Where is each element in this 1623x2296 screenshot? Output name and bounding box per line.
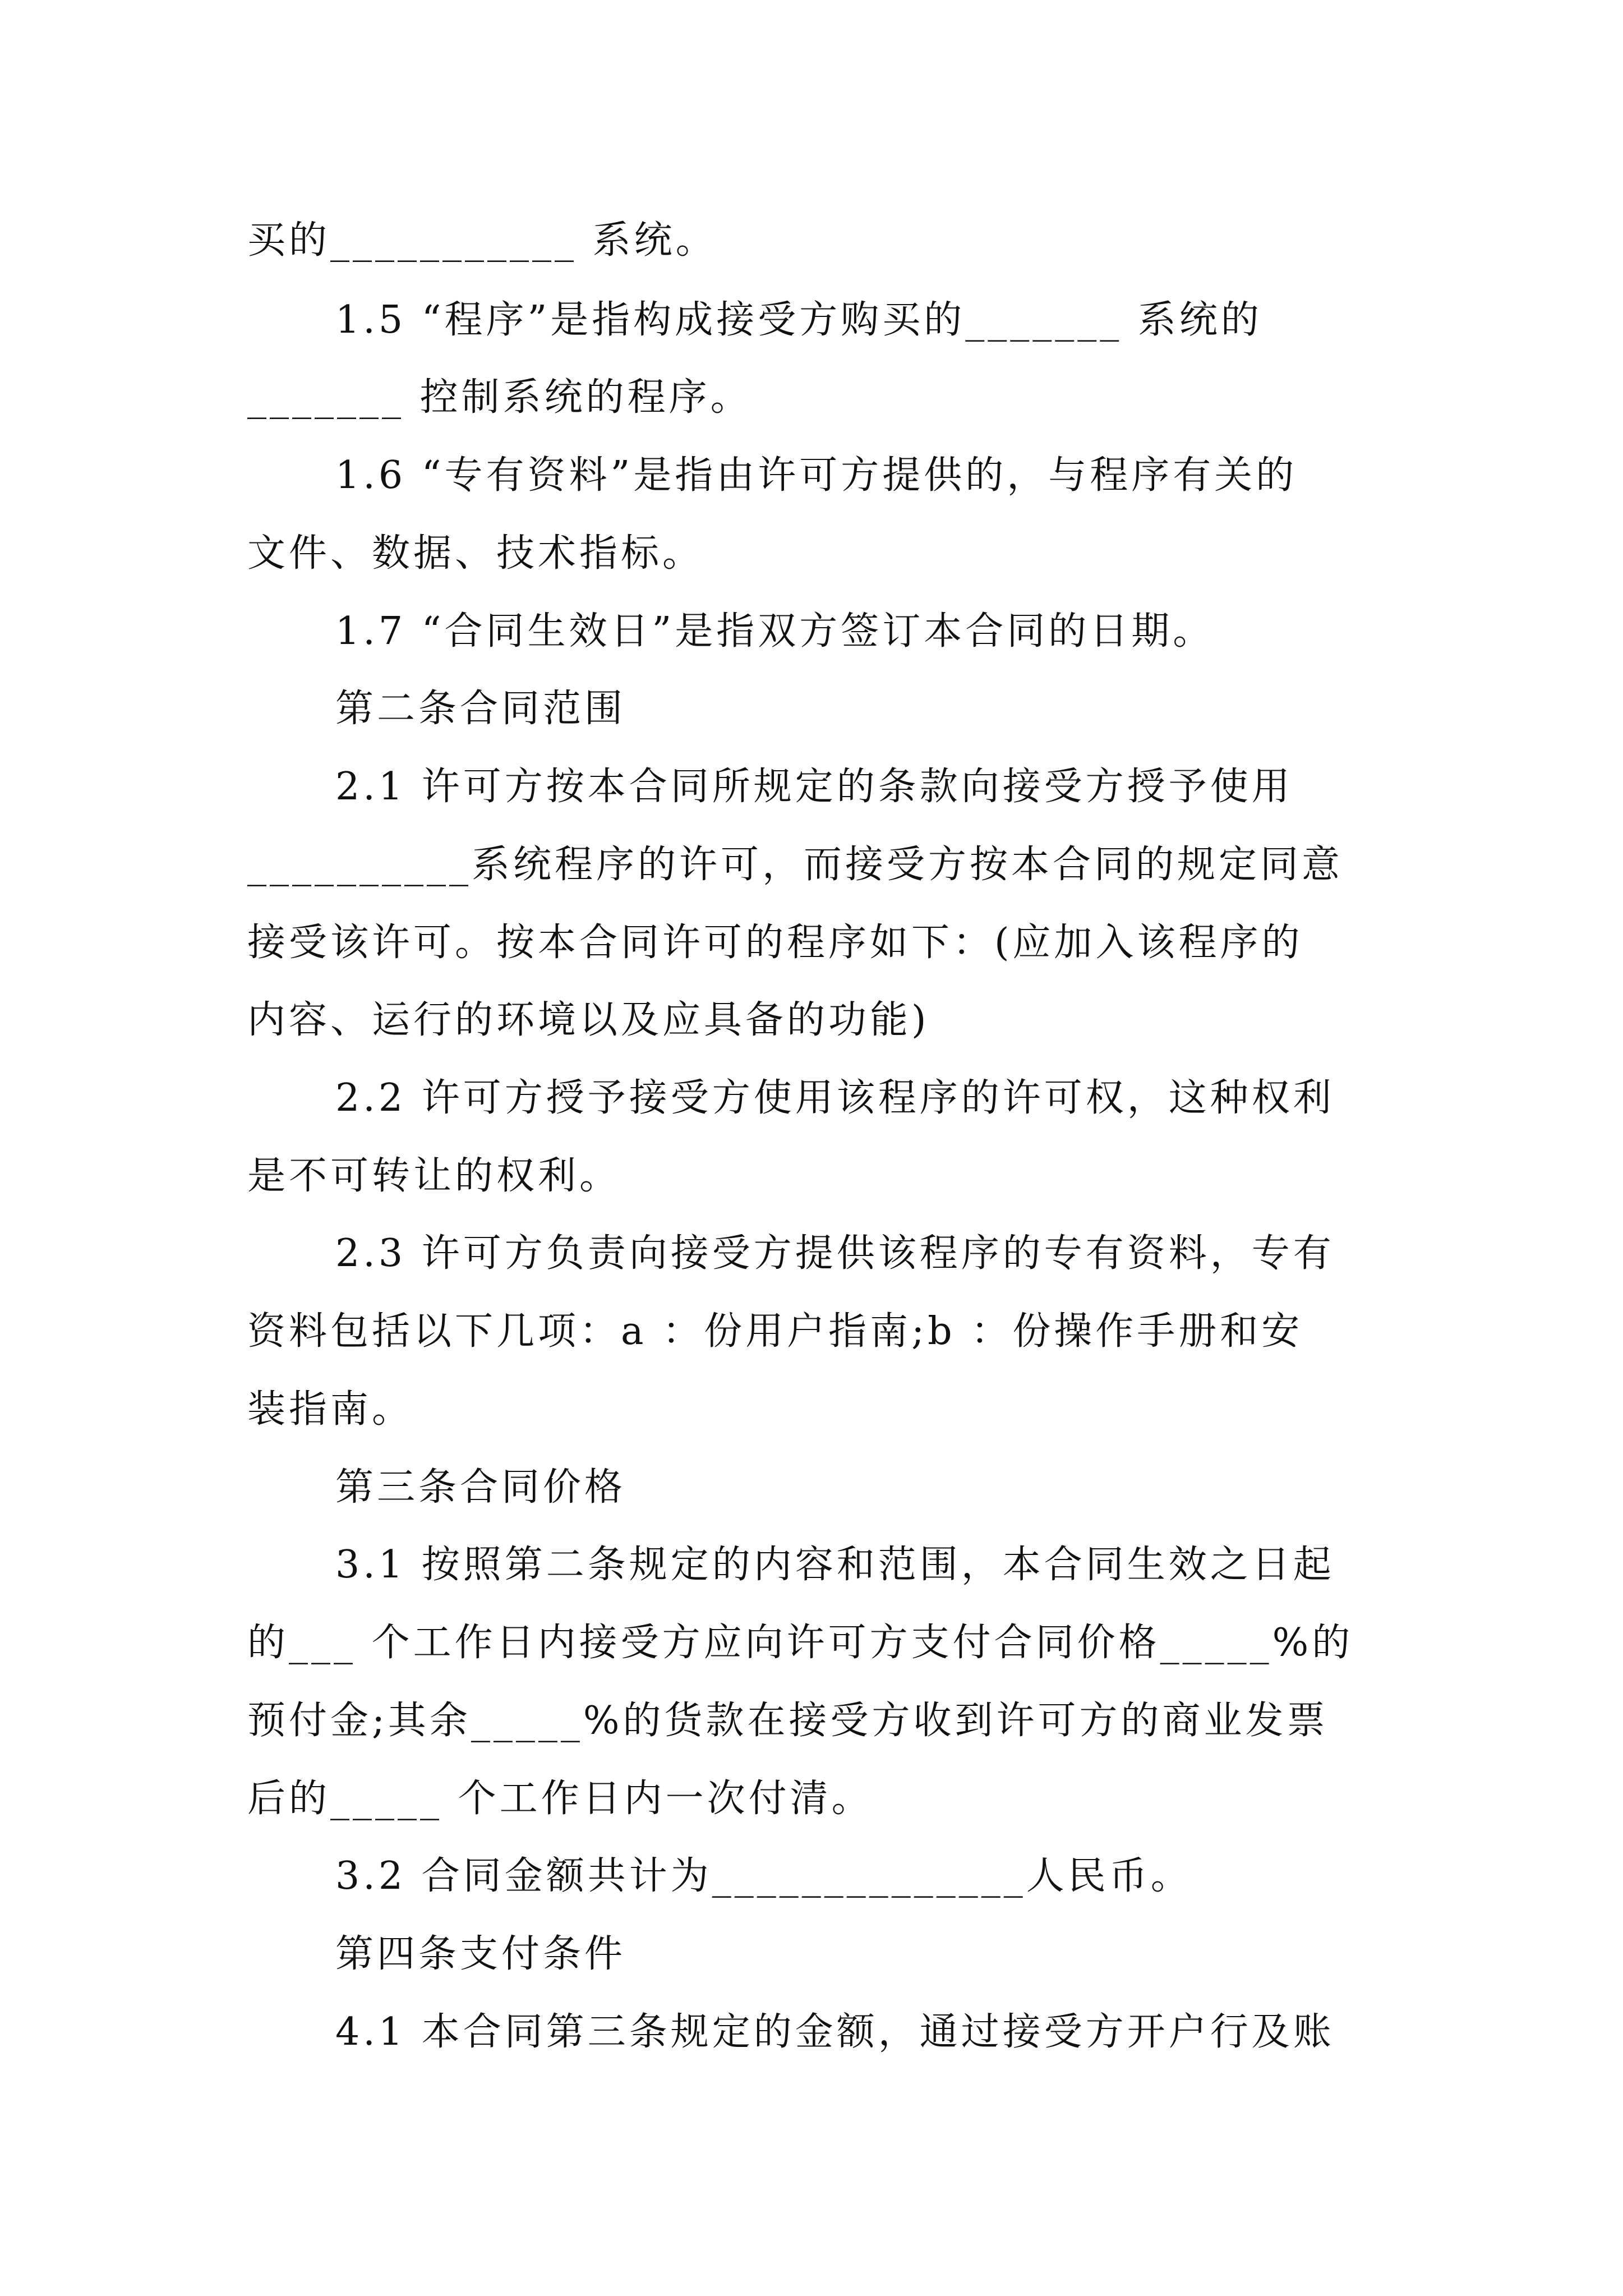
text-line: 内容、运行的环境以及应具备的功能)	[247, 998, 930, 1042]
text-line: 2.2 许可方授予接受方使用该程序的许可权，这种权利	[335, 1076, 1335, 1120]
text-line: _______ 控制系统的程序。	[247, 375, 752, 420]
text-line: 文件、数据、技术指标。	[247, 531, 704, 576]
text-line: 1.7 “合同生效日”是指双方签订本合同的日期。	[335, 609, 1215, 654]
text-line: 是不可转让的权利。	[247, 1154, 621, 1198]
text-line: 1.5 “程序”是指构成接受方购买的_______ 系统的	[335, 298, 1262, 342]
section-heading: 第三条合同价格	[335, 1465, 626, 1510]
section-heading: 第二条合同范围	[335, 687, 626, 731]
text-line: 的___ 个工作日内接受方应向许可方支付合同价格_____%的	[247, 1621, 1354, 1665]
text-line: 4.1 本合同第三条规定的金额，通过接受方开户行及账	[335, 2010, 1335, 2054]
text-line: 装指南。	[247, 1387, 414, 1432]
text-line: 2.3 许可方负责向接受方提供该程序的专有资料，专有	[335, 1231, 1335, 1276]
text-line: 接受该许可。按本合同许可的程序如下：(应加入该程序的	[247, 921, 1303, 965]
text-line: __________系统程序的许可，而接受方按本合同的规定同意	[247, 843, 1344, 887]
text-line: 后的_____ 个工作日内一次付清。	[247, 1777, 873, 1821]
text-line: 买的___________ 系统。	[247, 218, 717, 263]
text-line: 2.1 许可方按本合同所规定的条款向接受方授予使用	[335, 765, 1293, 809]
text-line: 3.2 合同金额共计为______________人民币。	[335, 1854, 1192, 1898]
text-line: 3.1 按照第二条规定的内容和范围，本合同生效之日起	[335, 1543, 1335, 1587]
text-line: 资料包括以下几项：a ：份用户指南;b ：份操作手册和安	[247, 1309, 1303, 1354]
text-line: 预付金;其余_____%的货款在接受方收到许可方的商业发票	[247, 1699, 1329, 1743]
section-heading: 第四条支付条件	[335, 1932, 626, 1976]
text-line: 1.6 “专有资料”是指由许可方提供的，与程序有关的	[335, 453, 1298, 498]
